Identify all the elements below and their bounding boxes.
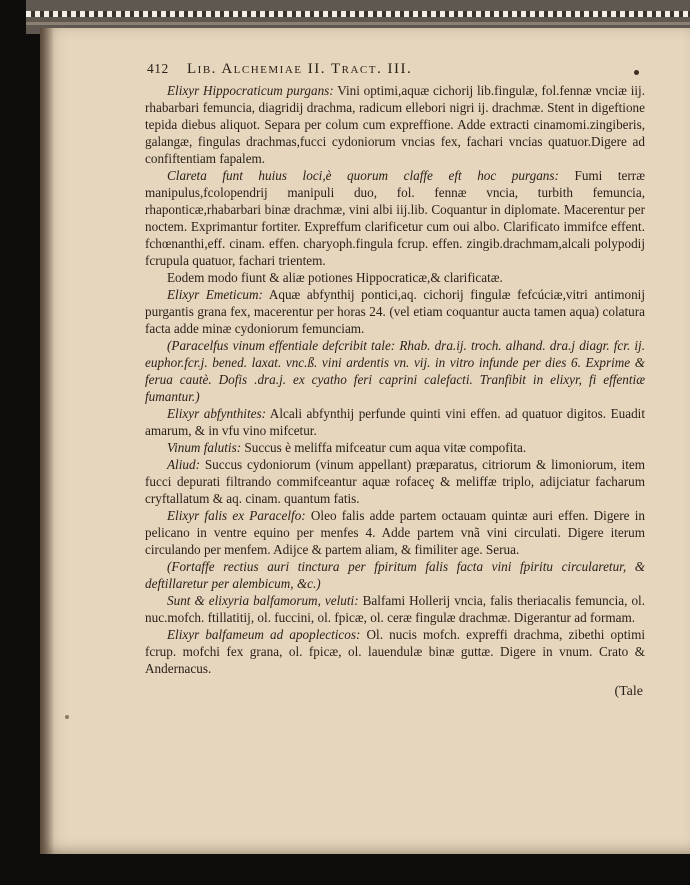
running-head: Lib. Alchemiae II. Tract. III. <box>187 61 413 77</box>
paragraph-text: Oleo falis adde partem octauam quintæ auri effen. Digere in pelicano in ventre equino per menfes 4. Adde partem vnã vini circulati. Digere iterum circulando per menfem. Adijce & partem aliam, & fimiliter age. Serua. <box>145 508 646 557</box>
ink-speck <box>65 715 69 719</box>
paragraph <box>145 82 645 167</box>
paragraph <box>145 439 645 456</box>
paragraph-text: Aquæ abfynthij pontici,aq. cichorij fingulæ fefcúciæ,vitri antimonij purgantis grana fex, macerentur per horas 24. (vel etiam coquantur aucta tamen aqua) colatura facta adde minæ cydoniorum femunciam. <box>145 287 645 336</box>
paragraph <box>145 269 645 286</box>
paragraph <box>145 167 645 269</box>
page-number: 412 <box>147 61 169 76</box>
paragraph <box>145 592 645 626</box>
catchword: (Tale <box>614 684 643 699</box>
paragraph <box>145 456 645 507</box>
paragraph-text: Succus è meliffa mifceatur cum aqua vitæ compofita. <box>241 440 527 455</box>
rubric: Elixyr Emeticum: <box>167 287 263 302</box>
rubric: Elixyr abfynthites: <box>167 406 267 421</box>
paragraph-text: (Paracelfus vinum effentiale defcribit tale: Rhab. dra.ij. troch. alhand. dra.j diagr. fcr. ij. euphor.fcr.j. bened. laxat. vnc.ß. vini ardentis vn. vij. in vitro infunde per dies 6. Exprime & ferua cautè. Dofis .dra.j. ex cyatho feri caprini calefacti. Tranfibit in elixyr, fi effentiæ fumantur.) <box>145 338 645 404</box>
rubric: Elixyr falis ex Paracelfo: <box>167 508 306 523</box>
binding-stitch <box>26 11 690 17</box>
rubric: Sunt & elixyria balfamorum, veluti: <box>167 593 359 608</box>
paragraph-text: Alcali abfynthij perfunde quinti vini effen. ad quatuor digitos. Euadit amarum, & in vfu vino mifcetur. <box>145 406 645 438</box>
spine-shadow <box>40 28 54 854</box>
rubric: Aliud: <box>167 457 200 472</box>
rubric: Clareta funt huius loci,è quorum claffe eft hoc purgans: <box>167 168 559 183</box>
paragraph-text: Eodem modo fiunt & aliæ potiones Hippocraticæ,& clarificatæ. <box>167 270 503 285</box>
paragraph <box>145 405 645 439</box>
paragraph-text: Vini optimi,aquæ cichorij lib.fingulæ, fol.fennæ vnciæ iij. rhabarbari femuncia, diagridij drachma, radicum ellebori nigri ij. drachmæ. Stent in digeftione tepida diebus aliquot. Separa per colum cum expreffione. Adde extracti cinamomi.zingiberis, galangæ, fingulas drachmas,fucci cydoniorum vncias fex, fachari vncias quatuor.Digere ad confiftentiam fapalem. <box>145 83 645 166</box>
paragraph <box>145 507 645 558</box>
rubric: Elixyr balfameum ad apoplecticos: <box>167 627 361 642</box>
page-header <box>147 60 645 80</box>
paragraph <box>145 626 645 677</box>
page-text <box>145 60 645 700</box>
paragraph-text: Balfami Hollerij vncia, falis theriacalis femuncia, ol. nuc.mofch. ftillatitij, ol. fuccini, ol. fpicæ, ol. ceræ fingulæ drachmæ. Digerantur ad formam. <box>145 593 646 625</box>
paragraph-text: Succus cydoniorum (vinum appellant) præparatus, citriorum & limoniorum, item fucci depurati filtrando commifceantur aquæ rofaceç & meliffæ triplo, adijciatur facharum cryftallatum & aq. cinam. quantum fatis. <box>145 457 645 506</box>
rubric: Vinum falutis: <box>167 440 242 455</box>
paragraph-text: Ol. nucis mofch. expreffi drachma, zibethi optimi fcrup. mofchi fex grana, ol. fpicæ, ol. lauendulæ binæ guttæ. Digere in vnum. Crato & Andernacus. <box>145 627 645 676</box>
paragraph <box>145 337 645 405</box>
paragraph <box>145 558 645 592</box>
paragraph-text: (Fortaffe rectius auri tinctura per fpiritum falis facta vini fpiritu circularetur, & deftillaretur per alembicum, &c.) <box>145 559 645 591</box>
paragraph-text: Fumi terræ manipulus,fcolopendrij manipuli duo, fol. fennæ vncia, turbith femuncia, rhaponticæ,rhabarbari binæ drachmæ, vini albi iij.lib. Coquantur in diplomate. Macerentur per noctem. Exprimantur fortiter. Expreffum clarificetur cum oui albo. Clarificato immifce effent. fchœnanthi,eff. cinam. effen. charyoph.fingula fcrup. effen. zingib.drachmam,alcali polypodij fcrupula quatuor, fachari trientem. <box>145 168 645 268</box>
binding-band <box>26 22 690 25</box>
paragraph <box>145 286 645 337</box>
rubric: Elixyr Hippocraticum purgans: <box>167 83 334 98</box>
